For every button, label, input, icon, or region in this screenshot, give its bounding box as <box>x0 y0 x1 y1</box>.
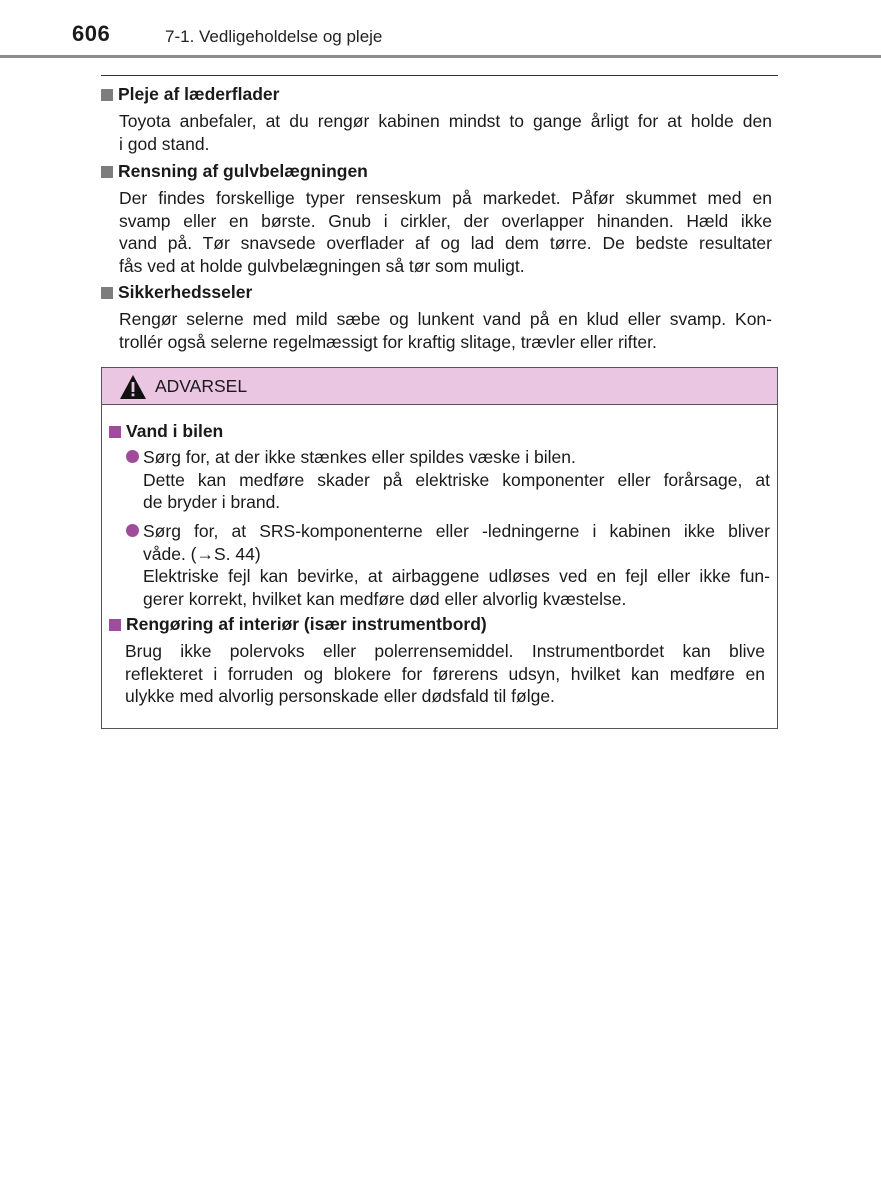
circle-bullet-icon <box>126 524 139 537</box>
paragraph-line: Rengør selerne med mild sæbe og lunkent vand på en klud eller svamp. Kon- <box>119 309 772 329</box>
square-bullet-icon <box>109 619 121 631</box>
bullet-line: Elektriske fejl kan bevirke, at airbaggene udløses ved en fejl eller ikke fun- <box>143 566 770 586</box>
paragraph-line: trollér også selerne regelmæssigt for kraftig slitage, trævler eller rifter. <box>119 331 657 352</box>
page-header <box>0 0 881 60</box>
paragraph-line: Toyota anbefaler, at du rengør kabinen mindst to gange årligt for at holde den <box>119 111 772 131</box>
bullet-line: Sørg for, at der ikke stænkes eller spildes væske i bilen. <box>143 447 576 467</box>
circle-bullet-icon <box>126 450 139 463</box>
content-divider <box>101 75 778 76</box>
bullet-line: Dette kan medføre skader på elektriske komponenter eller forårsage, at <box>143 469 770 490</box>
warning-paragraph-interior <box>125 640 765 708</box>
warning-triangle-icon <box>119 374 147 400</box>
warning-bullet-liquid <box>143 446 770 514</box>
warning-heading-text: Vand i bilen <box>126 421 224 441</box>
section-paragraph-seatbelts <box>119 308 772 353</box>
paragraph-line: i god stand. <box>119 133 210 154</box>
page-number: 606 <box>72 21 111 46</box>
square-bullet-icon <box>101 89 113 101</box>
warning-header <box>102 368 777 405</box>
paragraph-line: svamp eller en børste. Gnub i cirkler, der overlapper hinanden. Hæld ikke <box>119 210 772 231</box>
warning-title: ADVARSEL <box>155 376 248 396</box>
section-paragraph-floor <box>119 187 772 277</box>
chapter-title: 7-1. Vedligeholdelse og pleje <box>165 27 383 46</box>
warning-bullet-srs <box>143 520 770 610</box>
square-bullet-icon <box>109 426 121 438</box>
paragraph-line: fås ved at holde gulvbelægningen så tør som muligt. <box>119 255 525 276</box>
section-heading-text: Pleje af læderflader <box>118 84 280 104</box>
warning-box <box>101 367 778 729</box>
bullet-line: våde. (→S. 44) <box>143 543 261 564</box>
warning-heading-interior <box>109 614 487 635</box>
section-heading-leather <box>101 84 279 105</box>
square-bullet-icon <box>101 287 113 299</box>
section-heading-text: Sikkerhedsseler <box>118 282 253 302</box>
section-heading-floor <box>101 161 368 182</box>
section-heading-text: Rensning af gulvbelægningen <box>118 161 368 181</box>
section-heading-seatbelts <box>101 282 252 303</box>
bullet-line: Sørg for, at SRS-komponenterne eller -ledningerne i kabinen ikke bliver <box>143 521 770 541</box>
square-bullet-icon <box>101 166 113 178</box>
paragraph-line: Brug ikke polervoks eller polerrensemiddel. Instrumentbordet kan blive <box>125 641 765 661</box>
section-paragraph-leather <box>119 110 772 155</box>
paragraph-line: Der findes forskellige typer renseskum på markedet. Påfør skummet med en <box>119 188 772 208</box>
warning-heading-text: Rengøring af interiør (især instrumentbord) <box>126 614 487 634</box>
header-divider <box>0 55 881 58</box>
paragraph-line: reflekteret i forruden og blokere for førerens udsyn, hvilket kan medføre en <box>125 663 765 684</box>
paragraph-line: ulykke med alvorlig personskade eller dødsfald til følge. <box>125 686 555 706</box>
paragraph-line: vand på. Tør snavsede overflader af og lad dem tørre. De bedste resultater <box>119 233 772 253</box>
bullet-line: de bryder i brand. <box>143 492 281 512</box>
warning-heading-water <box>109 421 223 442</box>
bullet-line: gerer korrekt, hvilket kan medføre død eller alvorlig kvæstelse. <box>143 588 627 609</box>
